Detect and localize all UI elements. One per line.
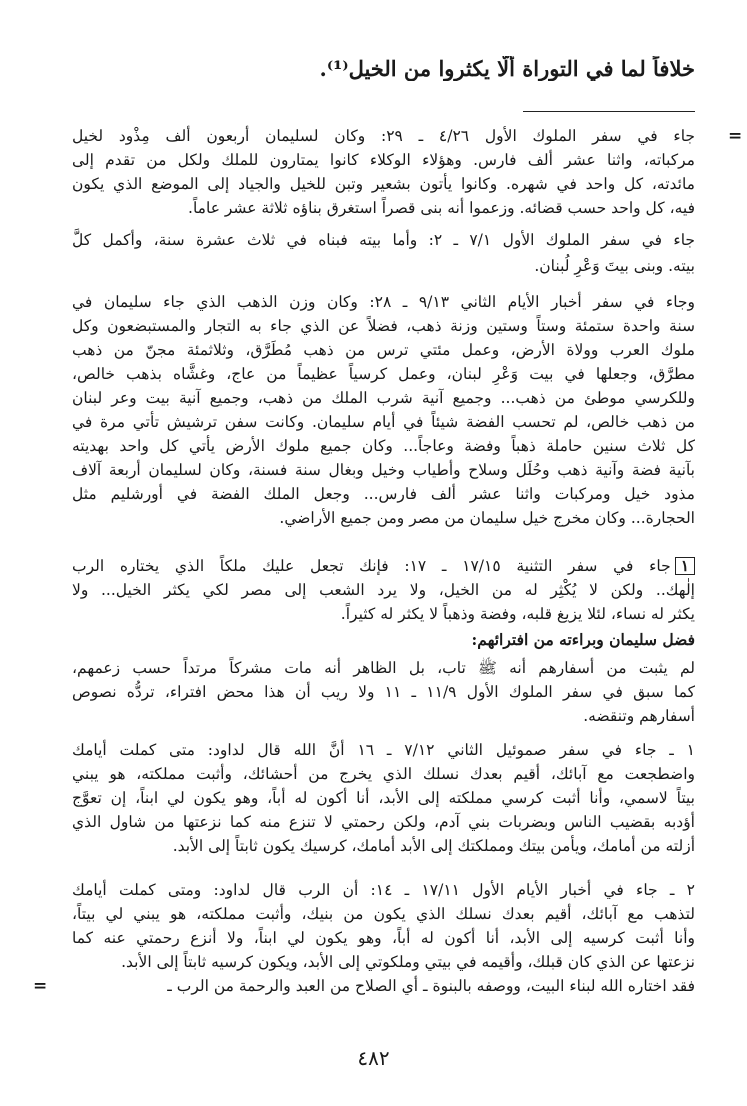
footnote-line: أزلته من أمامك، ويأمن بيتك ومملكتك إلى الأبد أمامك، كرسيك يكون ثابتاً إلى الأبد. — [172, 837, 695, 855]
footnote-line: ملوك العرب وولاة الأرض، وعمل مئتي ترس من ذهب مُطَرَّق، وثلاثمئة مجنّ من ذهب — [72, 341, 695, 359]
footnote-number-box: ١ — [675, 557, 695, 575]
main-text: خلافاً لما في التوراة ألّا يكثروا من الخيل⁽¹⁾. — [319, 56, 695, 81]
footnote-line: ١ ـ جاء في سفر صموئيل الثاني ٧/١٢ ـ ١٦ أنَّ الله قال لداود: متى كملت أيامك — [72, 741, 695, 759]
continuation-mark-bottom: = — [33, 976, 48, 996]
footnote-line: إلٰهك.. ولكن لا يُكْثِر له من الخيل، ولا يرد الشعب إلى مصر لكي يكثر الخيل... ولا — [72, 581, 695, 599]
footnote-line: مطرَّق، وجعلها في بيت وَعْرِ لبنان، وعمل كرسياً عظيماً من عاج، وغشَّاه بذهب خالص، — [72, 365, 695, 383]
footnote-line: كما سبق في سفر الملوك الأول ١١/٩ ـ ١١ ولا ريب أن هذا محض افتراء، تردُّه نصوص — [72, 683, 695, 701]
footnote-line: فقد اختاره الله لبناء البيت، ووصفه بالبنوة ـ أي الصلاح من العبد والرحمة من الرب ـ — [167, 977, 695, 995]
page-number: ٤٨٢ — [357, 1046, 390, 1070]
footnote-line: وجاء في سفر أخبار الأيام الثاني ٩/١٣ ـ ٢٨: وكان وزن الذهب الذي جاء سليمان في — [72, 293, 695, 311]
footnote-line: جاء في سفر الملوك الأول ٤/٢٦ ـ ٢٩: وكان لسليمان أربعون ألف مِذْود لخيل — [72, 127, 695, 145]
footnote-line: مركباته، واثنا عشر ألف فارس. وهؤلاء الوكلاء كانوا يمتارون للملك ولكل من تقدم إلى — [72, 151, 695, 169]
footnote-line: كل ثلاث سنين حاملة ذهباً وفضة وعاجاً... وكان جميع ملوك الأرض يأتي كل واحد بهديته — [72, 437, 695, 455]
footnote-line: نزعتها عن الذي كان قبلك، وأقيمه في بيتي وملكوتي إلى الأبد، ويكون كرسيه ثابتاً إلى الأبد. — [121, 953, 695, 971]
footnote-line: لتذهب مع آبائك، أقيم بعدك نسلك الذي يكون من بنيك، وأثبت مملكته، هو يبني لي بيتاً، — [72, 905, 695, 923]
footnote-line: لم يثبت من أسفارهم أنه ﷺ تاب، بل الظاهر أنه مات مشركاً مرتداً حسب زعمهم، — [72, 659, 695, 677]
footnote-line: أؤدبه بقضيب الناس وبضربات بني آدم، ولكن رحمتي لا تنزع منه كما نزعتها من شاول الذي — [72, 813, 695, 831]
footnote-line: أسفارهم وتنقضه. — [583, 707, 695, 725]
footnote-line: بيتاً لاسمي، وأنا أثبت كرسي مملكته إلى الأبد، أنا أكون له أباً، وهو يكون لي ابناً، إن تعوَّج — [72, 789, 695, 807]
footnote-line: مائدته، كل واحد في شهره. وكانوا يأتون بشعير وتبن للخيل والجياد إلى الموضع الذي يكون — [72, 175, 695, 193]
footnote-line: وأنا أثبت كرسيه إلى الأبد، أنا أكون له أباً، وهو يكون لي ابناً، ولا أنزع رحمتي عنه كما — [72, 929, 695, 947]
footnote-line: بيته. وبنى بيتَ وَعْرِ لُبنان. — [534, 257, 695, 275]
footnote-line: واضطجعت مع آبائك، أقيم بعدك نسلك الذي يخرج من أحشائك، وأثبت مملكته، هو يبني — [72, 765, 695, 783]
footnote-line: سنة واحدة ستمئة وستاً وستين وزنة ذهب، فضلاً عن الذي جاء به التجار والمستبضعون وكل — [72, 317, 695, 335]
footnote-line: بآنية فضة وآنية ذهب وحُلَل وسلاح وأطياب وخيل وبغال سنة فسنة، وكان لسليمان أربعة آلاف — [72, 461, 695, 479]
footnote-line: ٢ ـ جاء في أخبار الأيام الأول ١٧/١١ ـ ١٤: أن الرب قال لداود: ومتى كملت أيامك — [72, 881, 695, 899]
footnote-line: من ذهب خالص، لم تحسب الفضة شيئاً في أيام سليمان. وكانت سفن ترشيش تأتي مرة في — [72, 413, 695, 431]
footnote-line: الحجارة... وكان مخرج خيل سليمان من مصر ومن جميع الأراضي. — [279, 509, 695, 527]
footnote-line: يكثر له نساء، لئلا يزيغ قلبه، وفضة وذهباً لا يكثر له كثيراً. — [340, 605, 695, 623]
footnote-line: جاء في سفر الملوك الأول ٧/١ ـ ٢: وأما بيته فبناه في ثلاث عشرة سنة، وأكمل كلَّ — [72, 231, 695, 249]
footnote-line-text: جاء في سفر التثنية ١٧/١٥ ـ ١٧: فإنك تجعل عليك ملكاً الذي يختاره الرب — [72, 557, 671, 575]
section-heading: فضل سليمان وبراءته من افترائهم: — [471, 630, 695, 649]
footnote-line — [72, 554, 695, 578]
footnote-line: فيه، كل واحد حسب قضائه. وزعموا أنه بنى قصراً استغرق بناؤه ثلاثة عشر عاماً. — [188, 199, 695, 217]
footnote-separator — [523, 111, 695, 112]
footnote-line: مذود خيل ومركبات واثنا عشر ألف فارس... وجعل الملك الفضة في أورشليم مثل — [72, 485, 695, 503]
footnote-line: وللكرسي موطئ من ذهب... وجميع آنية شرب الملك من ذهب، وجميع آنية بيت وعر لبنان — [72, 389, 695, 407]
continuation-mark-top: = — [728, 126, 743, 146]
